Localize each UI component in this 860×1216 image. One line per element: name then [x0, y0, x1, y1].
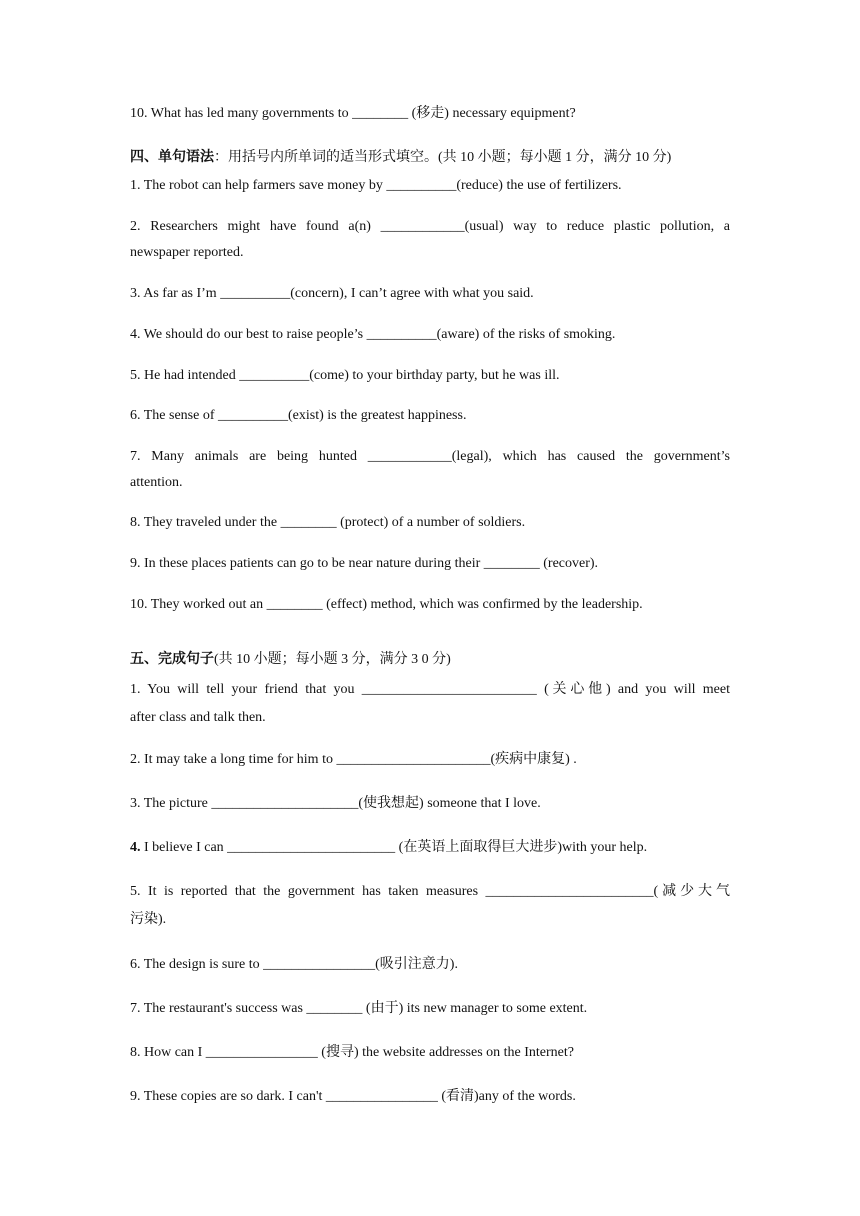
s5-item-4-number: 4. [130, 840, 141, 855]
s5-item-5: 5. It is reported that the government has taken measures ________________________(减少大气 [130, 884, 730, 899]
s5-item-9: 9. These copies are so dark. I can't ________________ (看清)any of the words. [130, 1089, 576, 1104]
question-10-prev-section: 10. What has led many governments to ________ (移走) necessary equipment? [130, 106, 576, 121]
s4-item-6: 6. The sense of __________(exist) is the greatest happiness. [130, 408, 467, 423]
section-5-title: 五、完成句子 [130, 652, 214, 667]
s4-item-10: 10. They worked out an ________ (effect) method, which was confirmed by the leadership. [130, 597, 643, 612]
section-4-instructions: ：用括号内所单词的适当形式填空。(共 10 小题；每小题 1 分，满分 10 分) [214, 150, 672, 165]
s5-item-6: 6. The design is sure to ________________(吸引注意力). [130, 957, 458, 972]
s4-item-2: 2. Researchers might have found a(n) ____________(usual) way to reduce plastic pollution, a [130, 219, 730, 234]
s5-item-1: 1. You will tell your friend that you _________________________ (关心他) and you will meet [130, 682, 730, 697]
section-5-instructions: (共 10 小题；每小题 3 分，满分 3 0 分) [214, 652, 451, 667]
s5-item-4-text: I believe I can ________________________ (在英语上面取得巨大进步)with your help. [140, 840, 648, 855]
s5-item-4 [130, 838, 647, 858]
s4-item-1: 1. The robot can help farmers save money by __________(reduce) the use of fertilizers. [130, 178, 622, 193]
s4-item-2-cont: newspaper reported. [130, 245, 244, 260]
s5-item-2: 2. It may take a long time for him to ______________________(疾病中康复) . [130, 752, 577, 767]
s5-item-3: 3. The picture _____________________(使我想起) someone that I love. [130, 796, 541, 811]
s4-item-8: 8. They traveled under the ________ (protect) of a number of soldiers. [130, 515, 526, 530]
s4-item-3: 3. As far as I’m __________(concern), I can’t agree with what you said. [130, 286, 534, 301]
s5-item-8: 8. How can I ________________ (搜寻) the website addresses on the Internet? [130, 1045, 575, 1060]
s5-item-7: 7. The restaurant's success was ________ (由于) its new manager to some extent. [130, 1001, 588, 1016]
s4-item-4: 4. We should do our best to raise people’s __________(aware) of the risks of smoking. [130, 327, 616, 342]
s4-item-7-cont: attention. [130, 475, 183, 490]
s4-item-9: 9. In these places patients can go to be near nature during their ________ (recover). [130, 556, 599, 571]
s5-item-5-cont: 污染). [130, 912, 167, 927]
s4-item-5: 5. He had intended __________(come) to your birthday party, but he was ill. [130, 368, 560, 383]
section-5-heading [130, 650, 451, 670]
section-4-title: 四、单句语法 [130, 150, 214, 165]
s4-item-7: 7. Many animals are being hunted ____________(legal), which has caused the government’s [130, 449, 730, 464]
section-4-heading [130, 148, 671, 168]
s5-item-1-cont: after class and talk then. [130, 710, 266, 725]
